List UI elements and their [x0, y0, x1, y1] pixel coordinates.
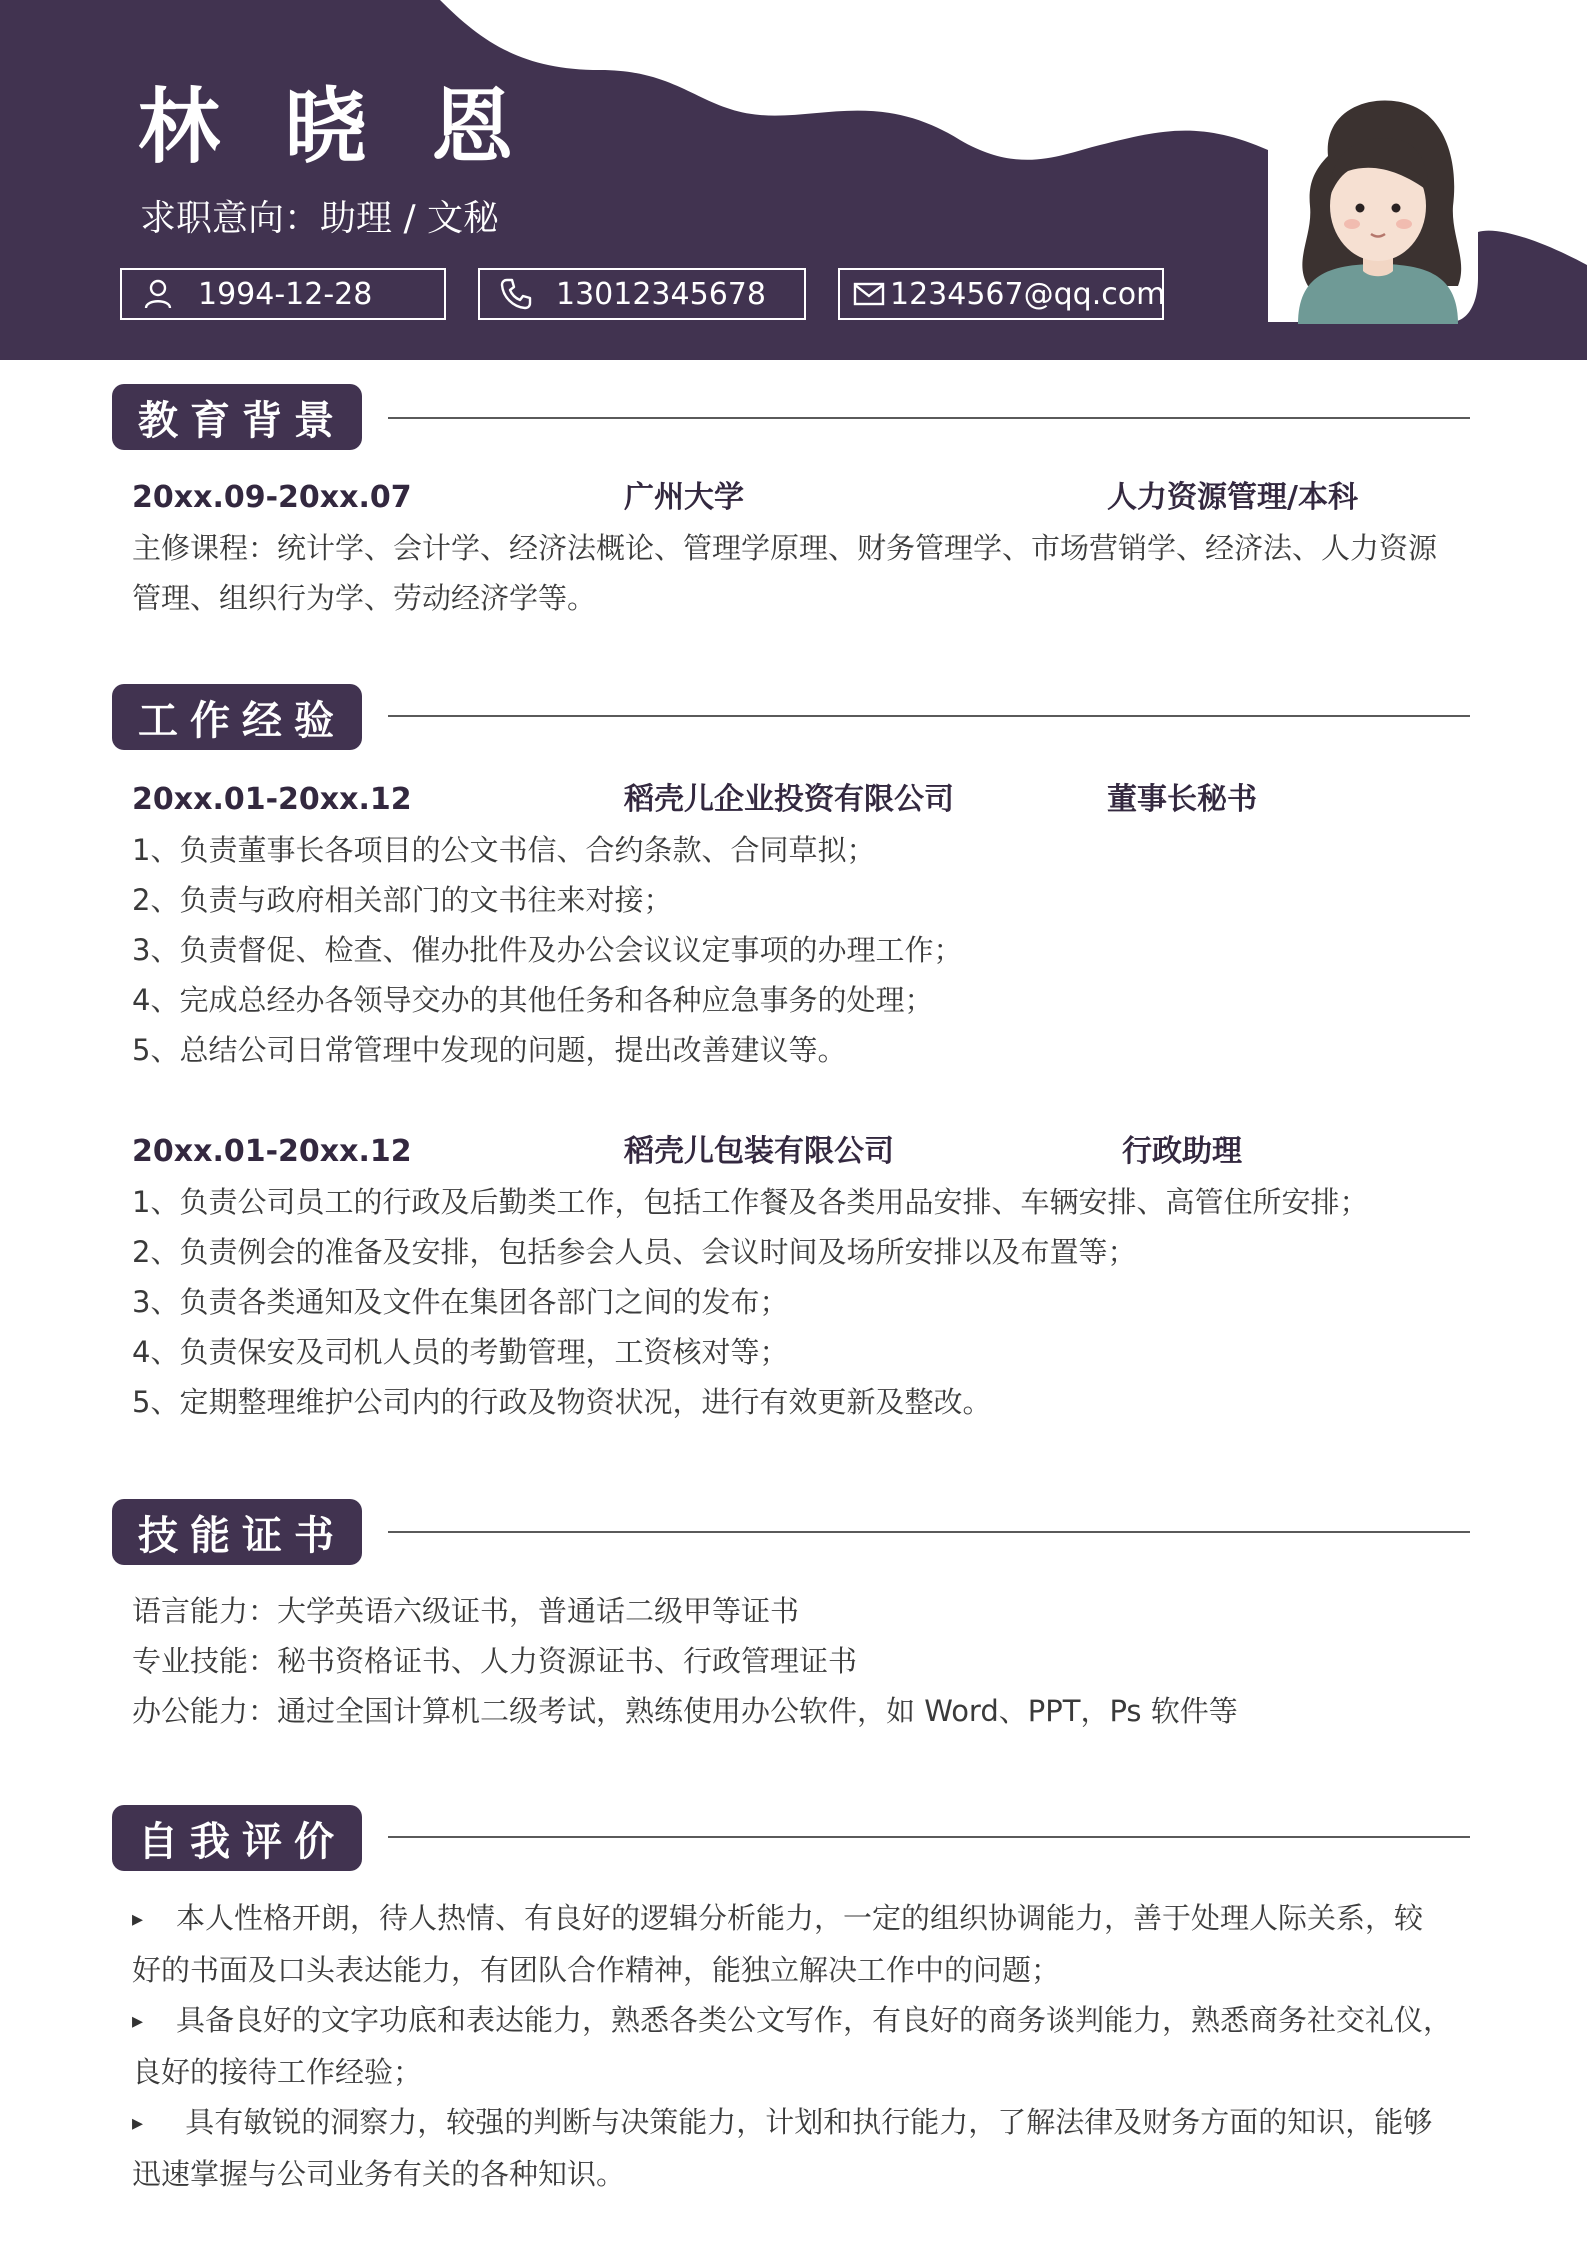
job-row — [132, 1130, 1472, 1174]
phone-icon — [498, 276, 534, 312]
duty-item: 1、负责公司员工的行政及后勤类工作，包括工作餐及各类用品安排、车辆安排、高管住所安排； — [132, 1185, 1369, 1219]
skill-item: 办公能力：通过全国计算机二级考试，熟练使用办公软件，如 Word、PPT，Ps 软件等 — [132, 1694, 1238, 1728]
education-major: 人力资源管理/本科 — [1107, 480, 1358, 515]
duty-item: 2、负责例会的准备及安排，包括参会人员、会议时间及场所安排以及布置等； — [132, 1235, 1137, 1269]
avatar — [1268, 86, 1488, 324]
job-duties — [132, 825, 1472, 1075]
evaluation-item-continued: 好的书面及口头表达能力，有团队合作精神，能独立解决工作中的问题； — [132, 1953, 1061, 1987]
evaluation-item: ▸ 具备良好的文字功底和表达能力，熟悉各类公文写作，有良好的商务谈判能力，熟悉商务社交礼仪， — [132, 1995, 1472, 2047]
duty-item: 3、负责督促、检查、催办批件及办公会议议定事项的办理工作； — [132, 933, 963, 967]
education-row — [132, 476, 1472, 520]
evaluation-item: ▸ 具有敏锐的洞察力，较强的判断与决策能力，计划和执行能力，了解法律及财务方面的知识，能够 — [132, 2097, 1472, 2149]
duty-item: 4、负责保安及司机人员的考勤管理，工资核对等； — [132, 1335, 789, 1369]
evaluation-item: ▸ 本人性格开朗，待人热情、有良好的逻辑分析能力，一定的组织协调能力，善于处理人际关系，较 — [132, 1893, 1472, 1945]
birthday-text: 1994-12-28 — [198, 276, 373, 312]
birthday-box — [120, 268, 446, 320]
email-text: 1234567@qq.com — [890, 276, 1166, 312]
person-icon — [140, 276, 176, 312]
job-duties — [132, 1177, 1472, 1427]
evaluation-list — [132, 1893, 1472, 2199]
job-position: 董事长秘书 — [1107, 782, 1257, 817]
skills-list — [132, 1586, 1472, 1736]
mail-icon — [852, 276, 886, 312]
skills-title: 技能证书 — [112, 1499, 362, 1565]
duty-item: 5、定期整理维护公司内的行政及物资状况，进行有效更新及整改。 — [132, 1385, 992, 1419]
education-period: 20xx.09-20xx.07 — [132, 480, 412, 515]
phone-text: 13012345678 — [556, 276, 766, 312]
education-title: 教育背景 — [112, 384, 362, 450]
duty-item: 2、负责与政府相关部门的文书往来对接； — [132, 883, 673, 917]
work-title: 工作经验 — [112, 684, 362, 750]
job-period: 20xx.01-20xx.12 — [132, 782, 412, 817]
job-company: 稻壳儿包装有限公司 — [624, 1134, 894, 1169]
evaluation-item-continued: 良好的接待工作经验； — [132, 2055, 423, 2089]
evaluation-item-continued: 迅速掌握与公司业务有关的各种知识。 — [132, 2157, 626, 2191]
duty-item: 5、总结公司日常管理中发现的问题，提出改善建议等。 — [132, 1033, 847, 1067]
duty-item: 3、负责各类通知及文件在集团各部门之间的发布； — [132, 1285, 789, 1319]
duty-item: 1、负责董事长各项目的公文书信、合约条款、合同草拟； — [132, 833, 876, 867]
work-divider — [388, 715, 1470, 717]
skills-divider — [388, 1531, 1470, 1533]
education-divider — [388, 417, 1470, 419]
job-row — [132, 778, 1472, 822]
bullet-icon: ▸ — [132, 1907, 144, 1932]
skill-item: 语言能力：大学英语六级证书，普通话二级甲等证书 — [132, 1594, 800, 1628]
education-school: 广州大学 — [624, 480, 744, 515]
evaluation-title: 自我评价 — [112, 1805, 362, 1871]
candidate-name: 林 晓 恩 — [138, 80, 532, 175]
courses-line: 管理、组织行为学、劳动经济学等。 — [132, 581, 597, 615]
evaluation-divider — [388, 1836, 1470, 1838]
job-company: 稻壳儿企业投资有限公司 — [624, 782, 954, 817]
education-courses — [132, 523, 1472, 623]
email-box — [838, 268, 1164, 320]
duty-item: 4、完成总经办各领导交办的其他任务和各种应急事务的处理； — [132, 983, 934, 1017]
job-period: 20xx.01-20xx.12 — [132, 1134, 412, 1169]
bullet-icon: ▸ — [132, 2111, 144, 2136]
phone-box — [478, 268, 806, 320]
courses-line: 主修课程：统计学、会计学、经济法概论、管理学原理、财务管理学、市场营销学、经济法、人力资源 — [132, 531, 1438, 565]
bullet-icon: ▸ — [132, 2009, 144, 2034]
job-intent: 求职意向：助理 / 文秘 — [140, 198, 500, 239]
job-position: 行政助理 — [1122, 1134, 1242, 1169]
skill-item: 专业技能：秘书资格证书、人力资源证书、行政管理证书 — [132, 1644, 858, 1678]
